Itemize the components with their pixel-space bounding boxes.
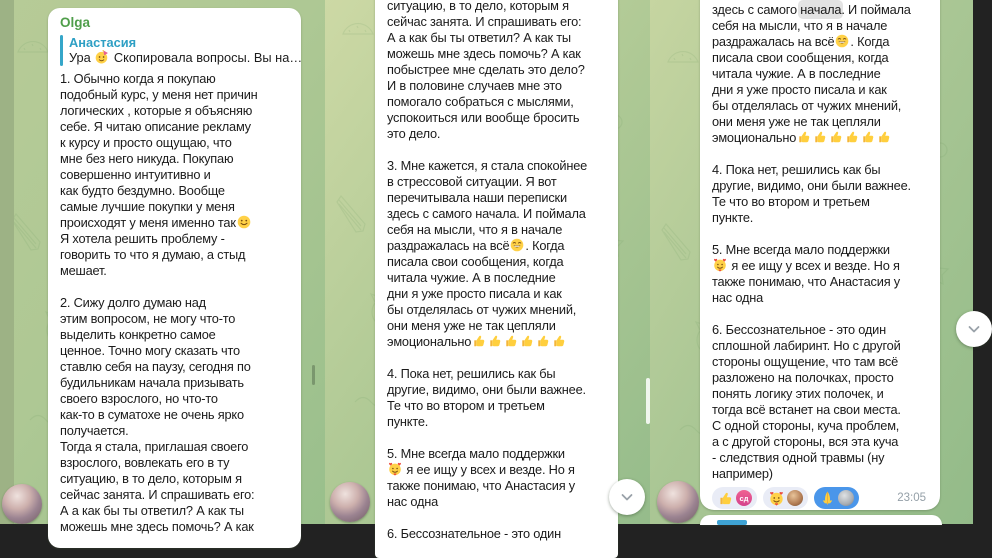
message-line: писала свои сообщения, когда	[387, 254, 564, 269]
message-line: бы отделялась от чужих мнений,	[387, 302, 577, 317]
message-line: себе. Я читаю описание рекламу	[60, 119, 251, 134]
message-line: совершенно интуитивно и	[60, 167, 211, 182]
message-line: они меня уже не так цепляли	[387, 318, 556, 333]
message-line	[387, 430, 606, 446]
scroll-down-button[interactable]	[609, 479, 645, 515]
message-line: побыстрее мне сделать это дело?	[387, 62, 585, 77]
chat-column-left	[0, 0, 325, 534]
message-line: 2. Сижу долго думаю над	[60, 295, 206, 310]
message-line: к курсу и просто ощущаю, что	[60, 135, 232, 150]
message-line: здесь с самого начала. И поймала	[712, 2, 911, 17]
message-line: этим вопросом, не могу что-то	[60, 311, 236, 326]
message-line: 5. Мне всегда мало поддержки	[712, 242, 890, 257]
message-line: нас одна	[387, 494, 439, 509]
message-line: я ее ищу у всех и везде. Но я	[712, 258, 928, 274]
thumbs-emoji-icon	[861, 130, 875, 144]
thumbs-emoji-icon	[488, 334, 502, 348]
message-line: будильникам начала призывать	[60, 375, 244, 390]
message-line: перечитывала наши переписки	[387, 190, 567, 205]
message-line: это дело.	[387, 126, 441, 141]
message-line: дни я уже просто писала и как	[712, 82, 887, 97]
message-line: пункте.	[387, 414, 429, 429]
thumbs-emoji-icon	[813, 130, 827, 144]
message-line: понять логику этих полочек, и	[712, 386, 884, 401]
message-line: можешь мне здесь помочь? А как	[60, 519, 254, 534]
message-line: можешь мне здесь помочь? А как	[387, 46, 581, 61]
thumbs-emoji-icon	[520, 334, 534, 348]
message-line: 6. Бессознательное - это один	[387, 526, 561, 541]
message-line: 4. Пока нет, решились как бы	[712, 162, 881, 177]
message-line: раздражалась на всё . Когда	[387, 238, 565, 253]
hearts-emoji-icon	[388, 462, 402, 476]
message-timestamp: 23:05	[897, 492, 926, 504]
reaction-avatar	[787, 490, 803, 506]
message-line: эмоционально	[712, 130, 928, 146]
reply-quote[interactable]	[60, 34, 303, 67]
message-line: подобный курс, у меня нет причин	[60, 87, 258, 102]
reply-author: Анастасия	[69, 35, 137, 50]
chat-column-middle	[325, 0, 650, 541]
thumbs-emoji-icon	[845, 130, 859, 144]
message-line: Те что во втором и третьем	[387, 398, 545, 413]
sender-name[interactable]: Olga	[60, 15, 91, 30]
message-line: также понимаю, что Анастасия у	[712, 274, 900, 289]
message-line: 4. Пока нет, решились как бы	[387, 366, 556, 381]
message-line: раздражалась на всё . Когда	[712, 34, 890, 49]
chat-column-right	[650, 0, 973, 524]
thumbs-emoji-icon	[552, 334, 566, 348]
message-line: говорить то что я думаю, а стыд	[60, 247, 246, 262]
thumbs-emoji-icon	[504, 334, 518, 348]
message-line: И в половине случаев мне это	[387, 78, 562, 93]
user-avatar[interactable]	[657, 481, 699, 523]
message-line: мне без него никуда. Покупаю	[60, 151, 234, 166]
message-line: читала чужие. А в последние	[712, 66, 881, 81]
message-line: себя на мысли, что я в начале	[387, 222, 563, 237]
thumbs-emoji-icon	[877, 130, 891, 144]
thumbs-emoji-icon	[718, 491, 733, 506]
thumbs-emoji-icon	[829, 130, 843, 144]
message-line: эмоционально	[387, 334, 606, 350]
message-line: читала чужие. А в последние	[387, 270, 556, 285]
scrollbar-thumb[interactable]	[312, 365, 315, 385]
message-line: 5. Мне всегда мало поддержки	[387, 446, 565, 461]
smile-emoji-icon	[237, 215, 251, 229]
thumbs-emoji-icon	[797, 130, 811, 144]
next-message-stub	[700, 515, 942, 525]
reaction-pill-hearts[interactable]	[763, 487, 808, 509]
message-line	[387, 142, 606, 158]
message-line: выделить конкретно самое	[60, 327, 216, 342]
message-line: сейчас занята. И спрашивать его:	[60, 487, 255, 502]
message-line: 3. Мне кажется, я стала спокойнее	[387, 158, 588, 173]
message-line: своего взрослого, но что-то	[60, 391, 218, 406]
chevron-down-icon	[966, 321, 982, 337]
reaction-pill-thumbs[interactable]	[712, 487, 757, 509]
thumbs-emoji-icon	[536, 334, 550, 348]
message-line: А а как бы ты ответил? А как ты	[60, 503, 244, 518]
message-line: нас одна	[712, 290, 764, 305]
message-line: происходят у меня именно так	[60, 215, 289, 231]
message-line: здесь с самого начала. И поймала	[387, 206, 586, 221]
message-line	[387, 350, 606, 366]
message-line: в стрессовой ситуации. Я вот	[387, 174, 557, 189]
message-bubble	[700, 0, 940, 510]
hearts-emoji-icon	[769, 491, 784, 506]
message-line: стороны ощущение, что там всё	[712, 354, 899, 369]
message-line: писала свои сообщения, когда	[712, 50, 889, 65]
hearts-emoji-icon	[713, 258, 727, 272]
message-line: другие, видимо, они были важнее.	[712, 178, 911, 193]
search-highlight: начала	[800, 2, 842, 17]
message-line: себя на мысли, что я в начале	[712, 18, 888, 33]
thumbs-emoji-icon	[472, 334, 486, 348]
party-emoji-icon	[95, 50, 109, 64]
message-text	[60, 71, 289, 535]
message-line: также понимаю, что Анастасия у	[387, 478, 575, 493]
message-line	[60, 279, 289, 295]
message-line: дни я уже просто писала и как	[387, 286, 562, 301]
message-line: Те что во втором и третьем	[712, 194, 870, 209]
message-line	[387, 510, 606, 526]
message-line: пункте.	[712, 210, 754, 225]
left-edge-strip	[0, 0, 14, 524]
message-line: Тогда я стала, приглашая своего	[60, 439, 249, 454]
reactions-row	[712, 486, 928, 510]
message-line: а с другой стороны, вся эта куча	[712, 434, 899, 449]
message-line: успокоиться или вообще бросить	[387, 110, 580, 125]
message-line: сплошной лабиринт. Но с другой	[712, 338, 901, 353]
message-line: мешает.	[60, 263, 107, 278]
message-line: получается.	[60, 423, 129, 438]
message-bubble	[375, 0, 618, 558]
reply-text: Ура Скопировала вопросы. Вы на…	[69, 50, 303, 65]
scroll-down-button[interactable]	[956, 311, 992, 347]
message-line: сейчас занята. И спрашивать его:	[387, 14, 582, 29]
message-line: ценное. Точно могу сказать что	[60, 343, 240, 358]
grin-emoji-icon	[510, 238, 524, 252]
message-line: ставлю себя на паузу, сегодня по	[60, 359, 251, 374]
message-line	[712, 146, 928, 162]
message-line: ситуацию, в то дело, которым я	[387, 0, 569, 13]
message-text	[387, 0, 606, 542]
message-line: разложено на полочках, просто	[712, 370, 894, 385]
message-line: например)	[712, 466, 773, 481]
message-line: самые лучшие покупки у меня	[60, 199, 235, 214]
message-line: как-то в суматохе не очень ярко	[60, 407, 244, 422]
message-line	[712, 226, 928, 242]
message-line: они меня уже не так цепляли	[712, 114, 881, 129]
message-line	[712, 306, 928, 322]
message-line: как будто бездумно. Вообще	[60, 183, 225, 198]
message-line: Я хотела решить проблему -	[60, 231, 225, 246]
message-line: ситуацию, в то дело, которым я	[60, 471, 242, 486]
message-line: 6. Бессознательное - это один	[712, 322, 886, 337]
reaction-avatar: сд	[736, 490, 752, 506]
chevron-down-icon	[619, 489, 635, 505]
message-line: - следствия одной травмы (ну	[712, 450, 885, 465]
message-line: взрослого, вовлекать его в ту	[60, 455, 230, 470]
user-avatar[interactable]	[2, 484, 42, 524]
message-text	[712, 2, 928, 482]
reply-accent-bar	[60, 35, 63, 66]
message-bubble	[48, 8, 301, 548]
message-line: я ее ищу у всех и везде. Но я	[387, 462, 606, 478]
message-line: тогда всё встанет на свои места.	[712, 402, 901, 417]
next-sender-hint	[717, 520, 747, 525]
message-line: помогало собраться с мыслями,	[387, 94, 574, 109]
pray-emoji-icon	[820, 491, 835, 506]
reaction-pill-pray[interactable]	[814, 487, 859, 509]
message-line: С одной стороны, куча проблем,	[712, 418, 900, 433]
message-line: логических , которые я объясняю	[60, 103, 253, 118]
message-line: другие, видимо, они были важнее.	[387, 382, 586, 397]
grin-emoji-icon	[835, 34, 849, 48]
message-line: 1. Обычно когда я покупаю	[60, 71, 216, 86]
user-avatar[interactable]	[330, 482, 370, 522]
message-line: бы отделялась от чужих мнений,	[712, 98, 902, 113]
message-line: А а как бы ты ответил? А как ты	[387, 30, 571, 45]
reaction-avatar	[838, 490, 854, 506]
